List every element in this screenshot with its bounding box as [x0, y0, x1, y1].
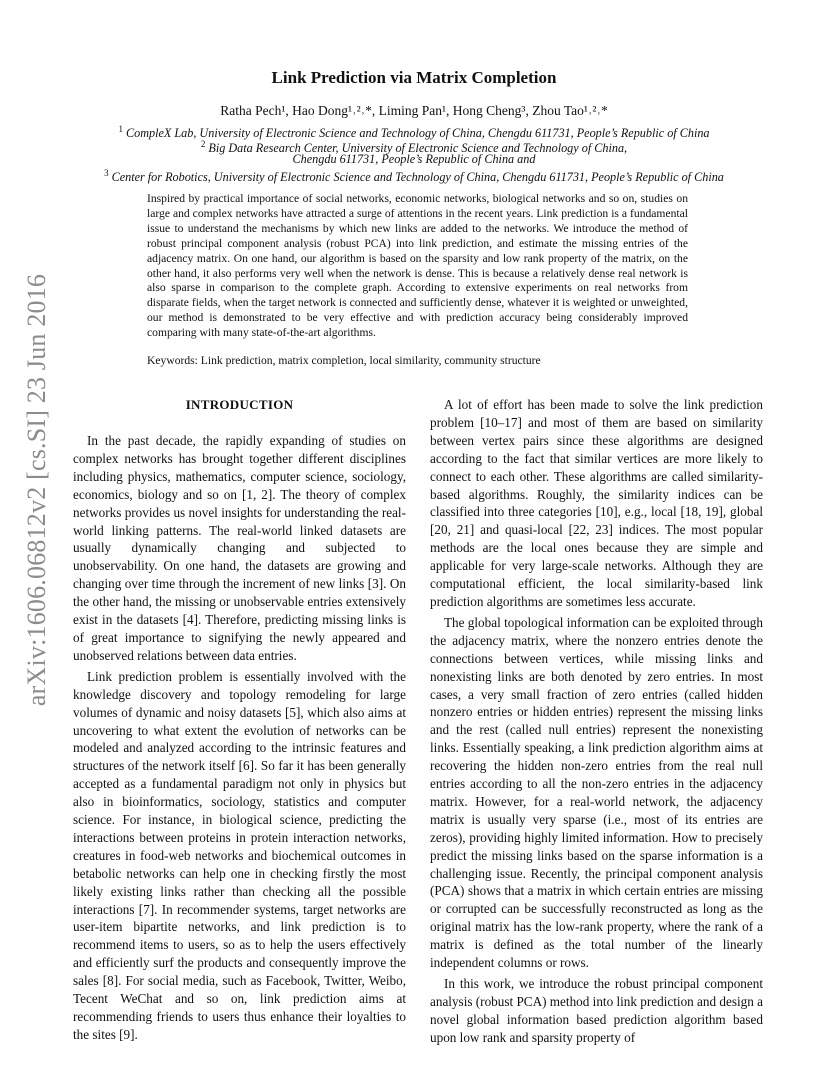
paragraph: In the past decade, the rapidly expanding of studies on complex networks has brought together different disciplines including physics, mathematics, computer science, sociology, economics, biology and so on [1, 2]. The theory of complex networks provides us novel insights for understanding the real-world linking patterns. The real-world linked datasets are usually dynamically changing and subjected to unobservability. On one hand, the datasets are growing and changing over time through the increment of new links [3]. On the other hand, the missing or unobservable entries extensively exist in the datasets [4]. Therefore, predicting missing links is of great importance to signifying the newly appeared and unobserved relations between data entries. [73, 433, 406, 663]
right-column [430, 396, 763, 1047]
author-list: Ratha Pech¹, Hao Dong¹˒²˒*, Liming Pan¹, Hong Cheng³, Zhou Tao¹˒²˒* [220, 103, 608, 118]
paragraph: The global topological information can be exploited through the adjacency matrix, where the nonzero entries denote the connections between vertices, while missing links and nonexisting links are both denoted by zero entries. In most cases, a very small fraction of zero entries (called hidden nonzero entries or hidden entries) represent the missing links and the rest (called null entries) represent the nonexisting links. Essentially speaking, a link prediction algorithm aims at recovering the hidden non-zero entries from the real null entries according to all the non-zero entries in the adjacency matrix. However, for a real-world network, the adjacency matrix is usually very sparse (i.e., most of its entries are zeros), providing highly limited information. How to precisely predict the missing links based on the sparse information is a challenging issue. Recently, the principal component analysis (PCA) shows that a matrix in which certain entries are missing or corrupted can be successfully reconstructed as long as the original matrix has the low-rank property, where the rank of a matrix is defined as the total number of the linearly independent columns or rows. [430, 614, 763, 971]
abstract: Inspired by practical importance of social networks, economic networks, biological networks and so on, studies on large and complex networks have attracted a surge of attentions in the recent years. Link prediction is a fundamental issue to understand the mechanisms by which new links are added to the networks. We introduce the method of robust principal component analysis (robust PCA) into link prediction, and estimate the missing entries of the adjacency matrix. On one hand, our algorithm is based on the sparsity and low rank property of the matrix, on the other hand, it also performs very well when the network is dense. This is because a relatively dense real network is also sparse in comparison to the complete graph. According to extensive experiments on real networks from disparate fields, when the target network is connected and sufficiently dense, whatever it is weighted or unweighted, our method is demonstrated to be very effective and with prediction accuracy being considerably improved comparing with many state-of-the-art algorithms. [147, 192, 688, 340]
left-column [73, 432, 406, 1044]
paragraph: A lot of effort has been made to solve the link prediction problem [10–17] and most of them are based on similarity between vertex pairs since these algorithms are designed according to the fact that similar vertices are more likely to connect to each other. These algorithms are called similarity-based algorithms. Roughly, the similarity indices can be classified into three categories [10], e.g., local [18, 19], global [20, 21] and quasi-local [22, 23] indices. The most popular methods are the local ones because they are simple and applicable for very large-scale networks. Although they are computational efficient, the local similarity-based link prediction algorithms are sometimes less accurate. [430, 397, 763, 609]
affiliation-3: $^3$ Center for Robotics, University of Electronic Science and Technology of China, Chengdu 611731, People’s Republic of China [104, 168, 724, 185]
affiliation-2-cont: Chengdu 611731, People’s Republic of China and [292, 152, 536, 166]
paper-title: Link Prediction via Matrix Completion [271, 68, 557, 87]
paragraph: Link prediction problem is essentially involved with the knowledge discovery and topology remodeling for large volumes of dynamic and noisy datasets [5], which also aims at uncovering to what extent the evolution of networks can be modeled and analyzed according to the intrinsic features and structures of the network itself [6]. So far it has been generally accepted as a fundamental paradigm not only in physics but also in bioinformatics, sociology, statistics and computer science. For instance, in biological science, predicting the interactions between proteins in protein interaction networks, creatures in food-web networks and biochemical outcomes in betabolic networks can help one in checking firstly the most likely existing links rather than checking all the possible interactions [7]. In recommender systems, target networks are user-item bipartite networks, and link prediction is to recommend items to users, so as to help the users effectively and efficiently surf the products and consequently improve the sales [8]. For social media, such as Facebook, Twitter, Weibo, Tecent WeChat and so on, link prediction aims at recommending friends to users thus enhance their loyalties to the sites [9]. [73, 668, 406, 1042]
paragraph: In this work, we introduce the robust principal component analysis (robust PCA) method into link prediction and design a novel global information based prediction algorithm based upon low rank and sparsity property of [430, 976, 763, 1045]
section-heading-introduction: INTRODUCTION [185, 397, 294, 412]
affiliation-1: $^1$ CompleX Lab, University of Electronic Science and Technology of China, Chengdu 611731, People’s Republic of China [118, 124, 710, 141]
arxiv-identifier: arXiv:1606.06812v2 [cs.SI] 23 Jun 2016 [22, 273, 51, 707]
affiliation-2: $^2$ Big Data Research Center, University of Electronic Science and Technology of China, [200, 139, 628, 156]
keywords: Keywords: Link prediction, matrix completion, local similarity, community structure [147, 354, 541, 367]
arxiv-sidebar-stamp [22, 273, 52, 707]
